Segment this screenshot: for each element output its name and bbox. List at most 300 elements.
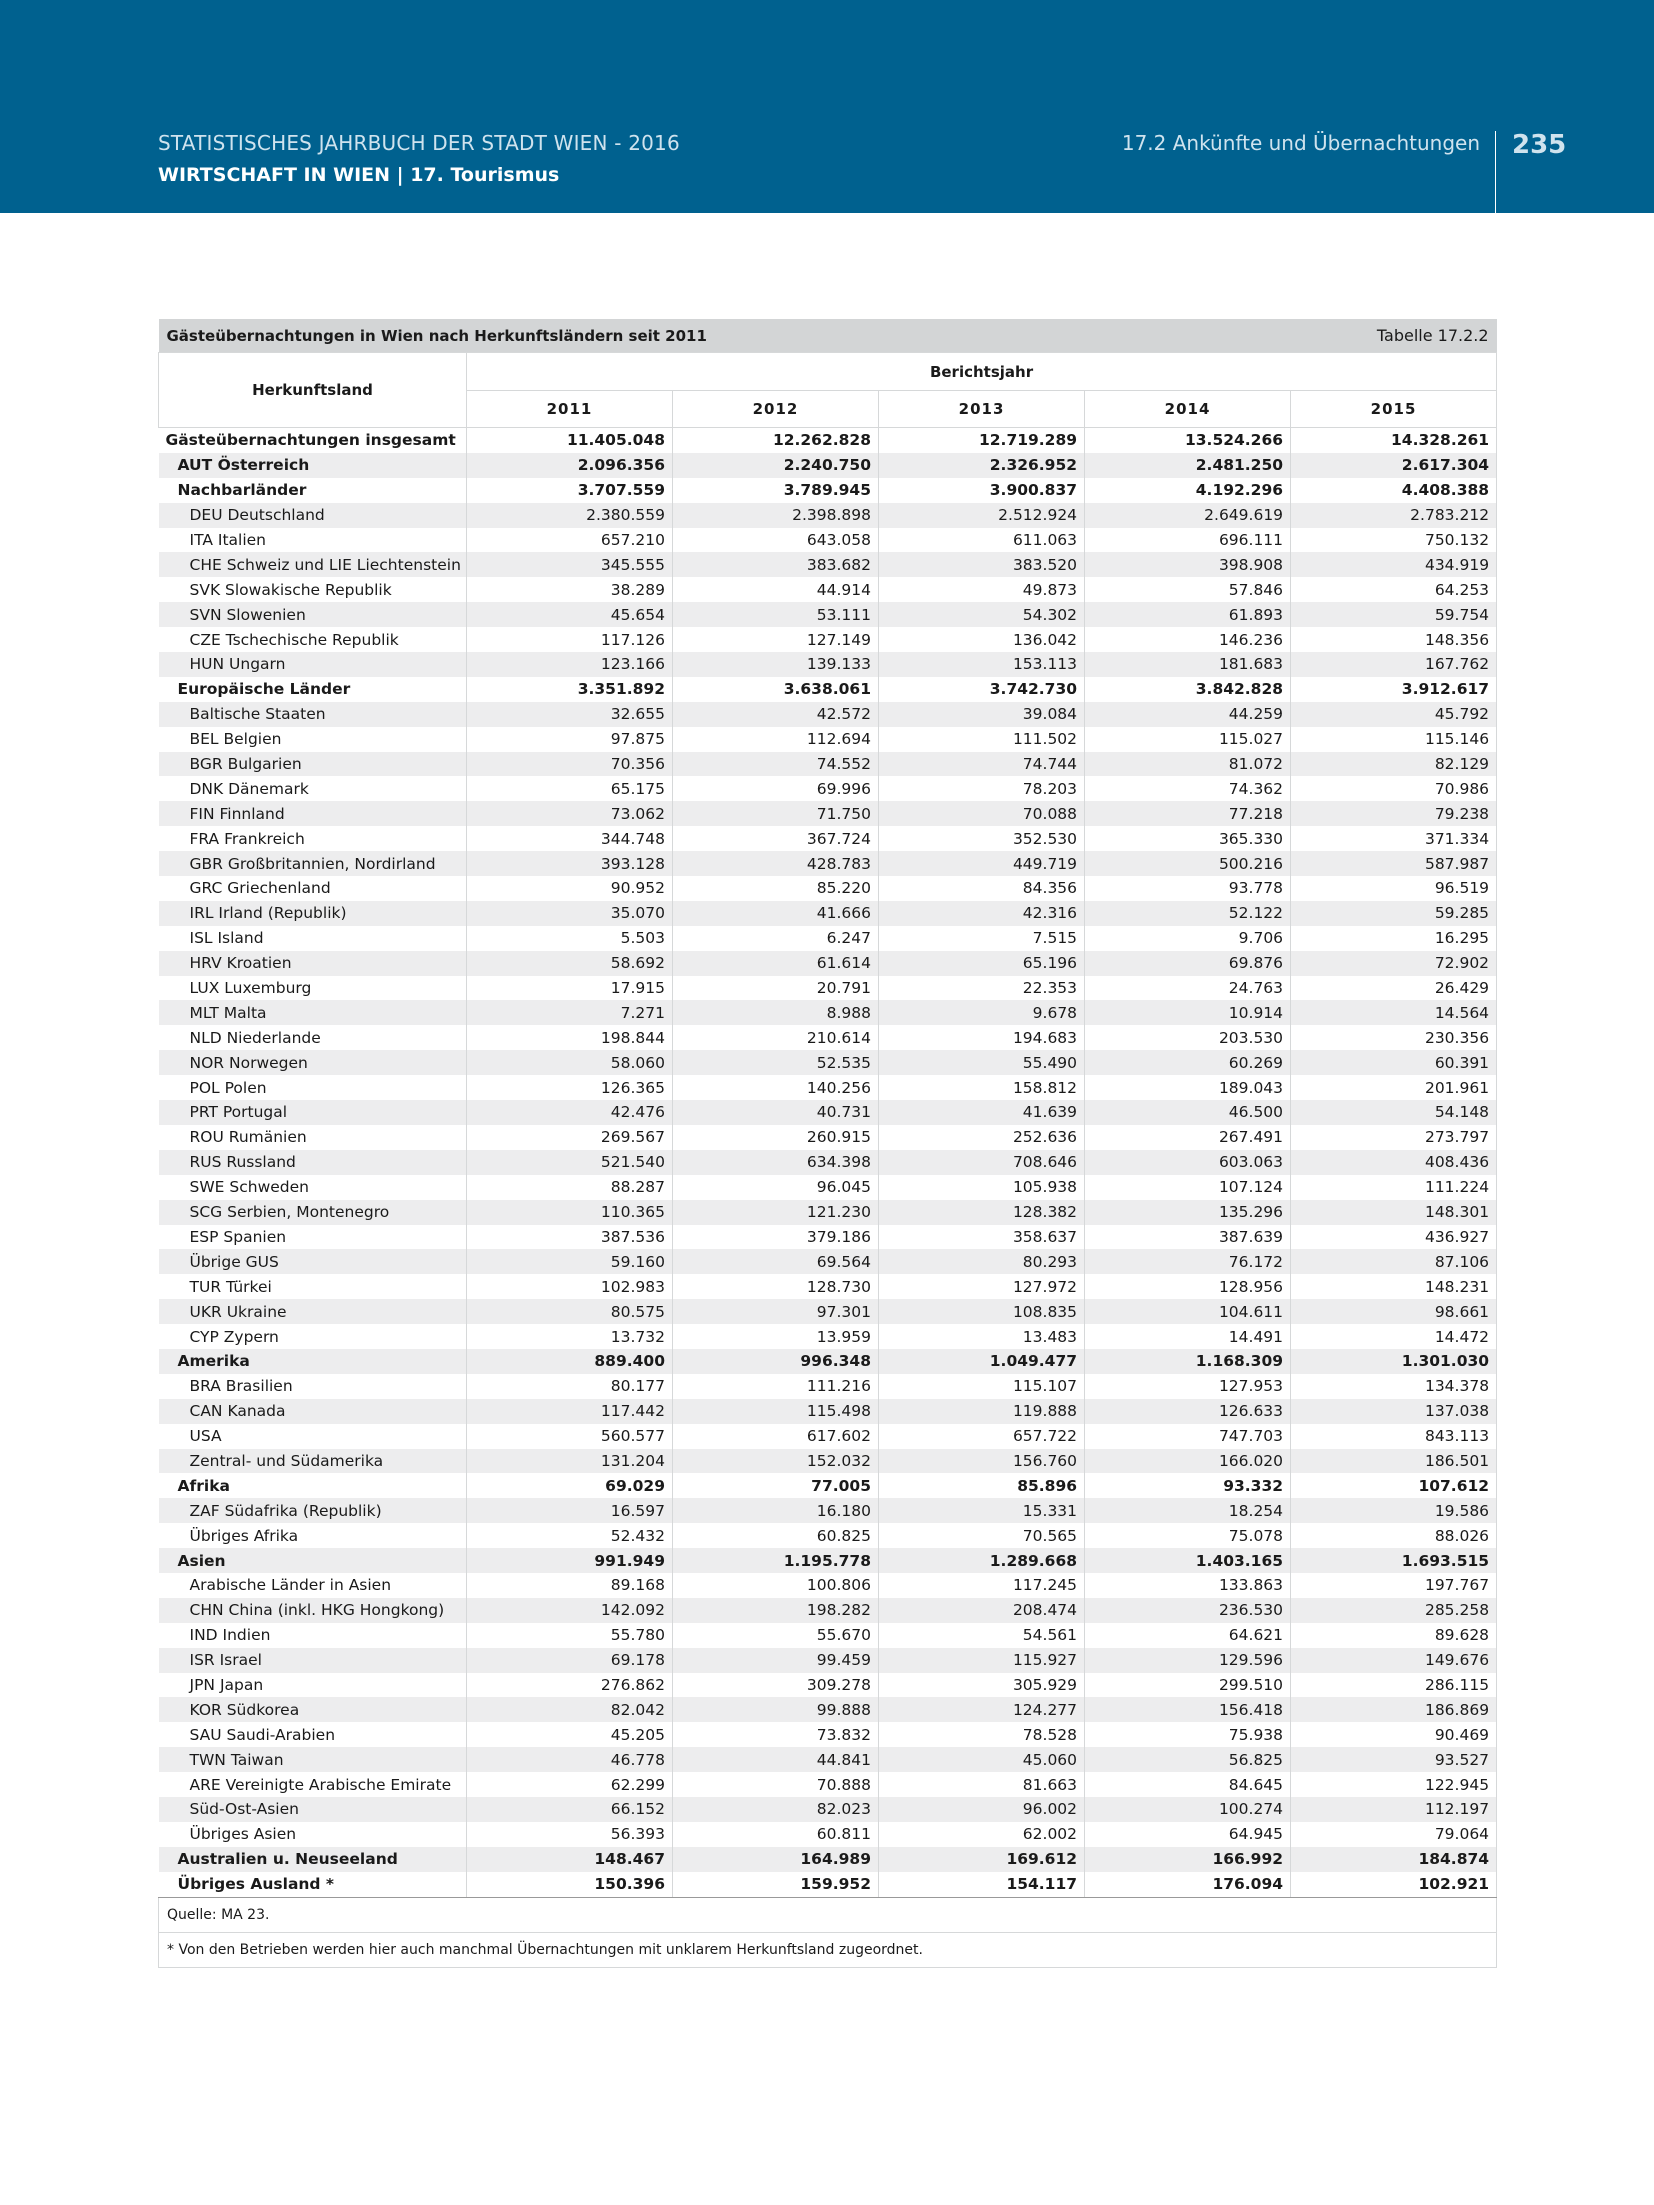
value-cell: 111.502 — [879, 727, 1085, 752]
data-table-container — [158, 319, 1496, 1968]
value-cell: 42.316 — [879, 901, 1085, 926]
value-cell: 1.693.515 — [1291, 1548, 1497, 1573]
value-cell: 57.846 — [1085, 577, 1291, 602]
table-row — [159, 801, 1497, 826]
value-cell: 134.378 — [1291, 1374, 1497, 1399]
value-cell: 166.992 — [1085, 1847, 1291, 1872]
value-cell: 408.436 — [1291, 1150, 1497, 1175]
value-cell: 74.744 — [879, 752, 1085, 777]
value-cell: 181.683 — [1085, 652, 1291, 677]
value-cell: 111.224 — [1291, 1175, 1497, 1200]
value-cell: 156.418 — [1085, 1697, 1291, 1722]
table-row — [159, 627, 1497, 652]
table-row — [159, 901, 1497, 926]
value-cell: 117.126 — [467, 627, 673, 652]
table-reference: Tabelle 17.2.2 — [1085, 319, 1497, 353]
value-cell: 153.113 — [879, 652, 1085, 677]
value-cell: 108.835 — [879, 1299, 1085, 1324]
value-cell: 79.238 — [1291, 801, 1497, 826]
value-cell: 42.572 — [673, 702, 879, 727]
value-cell: 230.356 — [1291, 1025, 1497, 1050]
value-cell: 70.356 — [467, 752, 673, 777]
value-cell: 158.812 — [879, 1075, 1085, 1100]
value-cell: 126.633 — [1085, 1399, 1291, 1424]
value-cell: 521.540 — [467, 1150, 673, 1175]
value-cell: 70.986 — [1291, 776, 1497, 801]
value-cell: 56.825 — [1085, 1747, 1291, 1772]
value-cell: 2.326.952 — [879, 453, 1085, 478]
value-cell: 64.945 — [1085, 1822, 1291, 1847]
value-cell: 122.945 — [1291, 1772, 1497, 1797]
value-cell: 996.348 — [673, 1349, 879, 1374]
table-row — [159, 453, 1497, 478]
value-cell: 2.649.619 — [1085, 503, 1291, 528]
value-cell: 198.282 — [673, 1598, 879, 1623]
column-header-year: 2015 — [1291, 391, 1497, 428]
value-cell: 42.476 — [467, 1100, 673, 1125]
chapter-title: WIRTSCHAFT IN WIEN | 17. Tourismus — [158, 164, 560, 186]
value-cell: 208.474 — [879, 1598, 1085, 1623]
value-cell: 46.500 — [1085, 1100, 1291, 1125]
value-cell: 38.289 — [467, 577, 673, 602]
table-row — [159, 776, 1497, 801]
value-cell: 54.561 — [879, 1623, 1085, 1648]
table-row — [159, 1025, 1497, 1050]
column-header-year: 2011 — [467, 391, 673, 428]
table-title-row — [159, 319, 1497, 353]
row-label: MLT Malta — [159, 1000, 467, 1025]
value-cell: 75.078 — [1085, 1523, 1291, 1548]
value-cell: 82.042 — [467, 1697, 673, 1722]
value-cell: 102.983 — [467, 1274, 673, 1299]
value-cell: 197.767 — [1291, 1573, 1497, 1598]
table-row — [159, 1200, 1497, 1225]
table-row — [159, 1523, 1497, 1548]
value-cell: 96.045 — [673, 1175, 879, 1200]
value-cell: 70.088 — [879, 801, 1085, 826]
table-row — [159, 752, 1497, 777]
value-cell: 69.996 — [673, 776, 879, 801]
value-cell: 117.245 — [879, 1573, 1085, 1598]
row-label: IND Indien — [159, 1623, 467, 1648]
table-row — [159, 1772, 1497, 1797]
row-label: Asien — [159, 1548, 467, 1573]
table-row — [159, 1050, 1497, 1075]
value-cell: 81.072 — [1085, 752, 1291, 777]
value-cell: 128.730 — [673, 1274, 879, 1299]
row-label: USA — [159, 1424, 467, 1449]
table-row — [159, 1449, 1497, 1474]
value-cell: 90.469 — [1291, 1722, 1497, 1747]
value-cell: 7.271 — [467, 1000, 673, 1025]
value-cell: 276.862 — [467, 1673, 673, 1698]
row-label: BRA Brasilien — [159, 1374, 467, 1399]
table-body — [159, 428, 1497, 1898]
value-cell: 80.293 — [879, 1249, 1085, 1274]
value-cell: 3.912.617 — [1291, 677, 1497, 702]
value-cell: 2.512.924 — [879, 503, 1085, 528]
row-label: Gästeübernachtungen insgesamt — [159, 428, 467, 453]
value-cell: 127.953 — [1085, 1374, 1291, 1399]
table-row — [159, 1847, 1497, 1872]
value-cell: 252.636 — [879, 1125, 1085, 1150]
value-cell: 137.038 — [1291, 1399, 1497, 1424]
table-row — [159, 1424, 1497, 1449]
row-label: CYP Zypern — [159, 1324, 467, 1349]
table-row — [159, 1872, 1497, 1897]
value-cell: 54.302 — [879, 602, 1085, 627]
value-cell: 236.530 — [1085, 1598, 1291, 1623]
row-label: POL Polen — [159, 1075, 467, 1100]
table-row — [159, 1822, 1497, 1847]
value-cell: 84.645 — [1085, 1772, 1291, 1797]
value-cell: 149.676 — [1291, 1648, 1497, 1673]
row-label: GBR Großbritannien, Nordirland — [159, 851, 467, 876]
value-cell: 121.230 — [673, 1200, 879, 1225]
value-cell: 75.938 — [1085, 1722, 1291, 1747]
value-cell: 97.875 — [467, 727, 673, 752]
value-cell: 166.020 — [1085, 1449, 1291, 1474]
value-cell: 107.612 — [1291, 1473, 1497, 1498]
value-cell: 201.961 — [1291, 1075, 1497, 1100]
value-cell: 26.429 — [1291, 976, 1497, 1001]
table-row — [159, 976, 1497, 1001]
column-header-year: 2014 — [1085, 391, 1291, 428]
value-cell: 194.683 — [879, 1025, 1085, 1050]
value-cell: 16.597 — [467, 1498, 673, 1523]
value-cell: 139.133 — [673, 652, 879, 677]
value-cell: 186.501 — [1291, 1449, 1497, 1474]
value-cell: 60.825 — [673, 1523, 879, 1548]
value-cell: 2.617.304 — [1291, 453, 1497, 478]
value-cell: 46.778 — [467, 1747, 673, 1772]
value-cell: 358.637 — [879, 1225, 1085, 1250]
column-header-herkunftsland: Herkunftsland — [159, 353, 467, 428]
value-cell: 84.356 — [879, 876, 1085, 901]
value-cell: 184.874 — [1291, 1847, 1497, 1872]
value-cell: 299.510 — [1085, 1673, 1291, 1698]
page-number: 235 — [1512, 130, 1567, 160]
value-cell: 107.124 — [1085, 1175, 1291, 1200]
value-cell: 345.555 — [467, 552, 673, 577]
row-label: Europäische Länder — [159, 677, 467, 702]
value-cell: 210.614 — [673, 1025, 879, 1050]
value-cell: 69.564 — [673, 1249, 879, 1274]
value-cell: 371.334 — [1291, 826, 1497, 851]
value-cell: 49.873 — [879, 577, 1085, 602]
value-cell: 12.262.828 — [673, 428, 879, 453]
value-cell: 35.070 — [467, 901, 673, 926]
table-row — [159, 1075, 1497, 1100]
value-cell: 393.128 — [467, 851, 673, 876]
row-label: FRA Frankreich — [159, 826, 467, 851]
value-cell: 436.927 — [1291, 1225, 1497, 1250]
value-cell: 89.628 — [1291, 1623, 1497, 1648]
table-row — [159, 702, 1497, 727]
row-label: KOR Südkorea — [159, 1697, 467, 1722]
value-cell: 111.216 — [673, 1374, 879, 1399]
value-cell: 52.535 — [673, 1050, 879, 1075]
value-cell: 13.959 — [673, 1324, 879, 1349]
value-cell: 10.914 — [1085, 1000, 1291, 1025]
row-label: ARE Vereinigte Arabische Emirate — [159, 1772, 467, 1797]
value-cell: 2.240.750 — [673, 453, 879, 478]
value-cell: 159.952 — [673, 1872, 879, 1897]
row-label: ROU Rumänien — [159, 1125, 467, 1150]
row-label: CHN China (inkl. HKG Hongkong) — [159, 1598, 467, 1623]
value-cell: 428.783 — [673, 851, 879, 876]
value-cell: 115.146 — [1291, 727, 1497, 752]
value-cell: 603.063 — [1085, 1150, 1291, 1175]
row-label: IRL Irland (Republik) — [159, 901, 467, 926]
value-cell: 73.062 — [467, 801, 673, 826]
row-label: Übriges Asien — [159, 1822, 467, 1847]
value-cell: 115.107 — [879, 1374, 1085, 1399]
value-cell: 59.285 — [1291, 901, 1497, 926]
value-cell: 148.467 — [467, 1847, 673, 1872]
value-cell: 6.247 — [673, 926, 879, 951]
table-row — [159, 528, 1497, 553]
value-cell: 365.330 — [1085, 826, 1291, 851]
value-cell: 352.530 — [879, 826, 1085, 851]
table-row — [159, 826, 1497, 851]
row-label: DEU Deutschland — [159, 503, 467, 528]
value-cell: 3.789.945 — [673, 478, 879, 503]
value-cell: 115.927 — [879, 1648, 1085, 1673]
yearbook-title: STATISTISCHES JAHRBUCH DER STADT WIEN - 2016 — [158, 131, 680, 155]
row-label: Arabische Länder in Asien — [159, 1573, 467, 1598]
value-cell: 44.841 — [673, 1747, 879, 1772]
row-label: SVN Slowenien — [159, 602, 467, 627]
value-cell: 449.719 — [879, 851, 1085, 876]
table-row — [159, 1797, 1497, 1822]
value-cell: 708.646 — [879, 1150, 1085, 1175]
value-cell: 1.403.165 — [1085, 1548, 1291, 1573]
value-cell: 58.692 — [467, 951, 673, 976]
value-cell: 80.575 — [467, 1299, 673, 1324]
value-cell: 70.888 — [673, 1772, 879, 1797]
header-divider — [1495, 131, 1496, 213]
row-label: GRC Griechenland — [159, 876, 467, 901]
value-cell: 285.258 — [1291, 1598, 1497, 1623]
value-cell: 85.220 — [673, 876, 879, 901]
table-row — [159, 1274, 1497, 1299]
value-cell: 88.026 — [1291, 1523, 1497, 1548]
value-cell: 13.524.266 — [1085, 428, 1291, 453]
value-cell: 66.152 — [467, 1797, 673, 1822]
value-cell: 24.763 — [1085, 976, 1291, 1001]
value-cell: 76.172 — [1085, 1249, 1291, 1274]
column-header-year: 2013 — [879, 391, 1085, 428]
value-cell: 2.398.898 — [673, 503, 879, 528]
value-cell: 52.122 — [1085, 901, 1291, 926]
value-cell: 3.638.061 — [673, 677, 879, 702]
value-cell: 32.655 — [467, 702, 673, 727]
value-cell: 15.331 — [879, 1498, 1085, 1523]
value-cell: 617.602 — [673, 1424, 879, 1449]
value-cell: 100.274 — [1085, 1797, 1291, 1822]
value-cell: 45.060 — [879, 1747, 1085, 1772]
value-cell: 99.459 — [673, 1648, 879, 1673]
value-cell: 93.332 — [1085, 1473, 1291, 1498]
value-cell: 167.762 — [1291, 652, 1497, 677]
row-label: Afrika — [159, 1473, 467, 1498]
table-row — [159, 1249, 1497, 1274]
value-cell: 60.269 — [1085, 1050, 1291, 1075]
row-label: Übrige GUS — [159, 1249, 467, 1274]
value-cell: 96.519 — [1291, 876, 1497, 901]
value-cell: 4.192.296 — [1085, 478, 1291, 503]
value-cell: 62.299 — [467, 1772, 673, 1797]
table-row — [159, 1000, 1497, 1025]
value-cell: 750.132 — [1291, 528, 1497, 553]
value-cell: 186.869 — [1291, 1697, 1497, 1722]
value-cell: 55.490 — [879, 1050, 1085, 1075]
table-row — [159, 1673, 1497, 1698]
table-row — [159, 1697, 1497, 1722]
row-label: Übriges Afrika — [159, 1523, 467, 1548]
value-cell: 367.724 — [673, 826, 879, 851]
value-cell: 87.106 — [1291, 1249, 1497, 1274]
value-cell: 41.639 — [879, 1100, 1085, 1125]
value-cell: 1.049.477 — [879, 1349, 1085, 1374]
row-label: CZE Tschechische Republik — [159, 627, 467, 652]
table-row — [159, 552, 1497, 577]
value-cell: 150.396 — [467, 1872, 673, 1897]
value-cell: 18.254 — [1085, 1498, 1291, 1523]
value-cell: 13.483 — [879, 1324, 1085, 1349]
value-cell: 843.113 — [1291, 1424, 1497, 1449]
value-cell: 98.661 — [1291, 1299, 1497, 1324]
table-row — [159, 1548, 1497, 1573]
value-cell: 140.256 — [673, 1075, 879, 1100]
table-row — [159, 1747, 1497, 1772]
value-cell: 696.111 — [1085, 528, 1291, 553]
value-cell: 189.043 — [1085, 1075, 1291, 1100]
value-cell: 53.111 — [673, 602, 879, 627]
value-cell: 260.915 — [673, 1125, 879, 1150]
value-cell: 44.259 — [1085, 702, 1291, 727]
value-cell: 40.731 — [673, 1100, 879, 1125]
section-title: 17.2 Ankünfte und Übernachtungen — [1121, 131, 1480, 155]
value-cell: 383.682 — [673, 552, 879, 577]
row-label: HRV Kroatien — [159, 951, 467, 976]
value-cell: 3.742.730 — [879, 677, 1085, 702]
value-cell: 379.186 — [673, 1225, 879, 1250]
value-cell: 136.042 — [879, 627, 1085, 652]
value-cell: 14.328.261 — [1291, 428, 1497, 453]
value-cell: 96.002 — [879, 1797, 1085, 1822]
value-cell: 286.115 — [1291, 1673, 1497, 1698]
value-cell: 61.893 — [1085, 602, 1291, 627]
value-cell: 889.400 — [467, 1349, 673, 1374]
table-row — [159, 1623, 1497, 1648]
value-cell: 58.060 — [467, 1050, 673, 1075]
footnote-row — [159, 1932, 1497, 1967]
source-row — [159, 1897, 1497, 1932]
value-cell: 127.972 — [879, 1274, 1085, 1299]
value-cell: 135.296 — [1085, 1200, 1291, 1225]
value-cell: 133.863 — [1085, 1573, 1291, 1598]
value-cell: 45.792 — [1291, 702, 1497, 727]
value-cell: 99.888 — [673, 1697, 879, 1722]
value-cell: 3.351.892 — [467, 677, 673, 702]
value-cell: 78.528 — [879, 1722, 1085, 1747]
value-cell: 146.236 — [1085, 627, 1291, 652]
value-cell: 269.567 — [467, 1125, 673, 1150]
value-cell: 17.915 — [467, 976, 673, 1001]
value-cell: 79.064 — [1291, 1822, 1497, 1847]
table-row — [159, 727, 1497, 752]
value-cell: 129.596 — [1085, 1648, 1291, 1673]
row-label: LUX Luxemburg — [159, 976, 467, 1001]
value-cell: 115.027 — [1085, 727, 1291, 752]
value-cell: 9.678 — [879, 1000, 1085, 1025]
value-cell: 148.356 — [1291, 627, 1497, 652]
row-label: SAU Saudi-Arabien — [159, 1722, 467, 1747]
table-row — [159, 1349, 1497, 1374]
value-cell: 45.654 — [467, 602, 673, 627]
value-cell: 55.670 — [673, 1623, 879, 1648]
row-label: TUR Türkei — [159, 1274, 467, 1299]
value-cell: 2.096.356 — [467, 453, 673, 478]
value-cell: 2.380.559 — [467, 503, 673, 528]
value-cell: 124.277 — [879, 1697, 1085, 1722]
table-row — [159, 876, 1497, 901]
row-label: NLD Niederlande — [159, 1025, 467, 1050]
value-cell: 1.195.778 — [673, 1548, 879, 1573]
row-label: TWN Taiwan — [159, 1747, 467, 1772]
value-cell: 80.177 — [467, 1374, 673, 1399]
value-cell: 128.382 — [879, 1200, 1085, 1225]
value-cell: 344.748 — [467, 826, 673, 851]
value-cell: 64.621 — [1085, 1623, 1291, 1648]
value-cell: 309.278 — [673, 1673, 879, 1698]
value-cell: 127.149 — [673, 627, 879, 652]
value-cell: 54.148 — [1291, 1100, 1497, 1125]
value-cell: 16.295 — [1291, 926, 1497, 951]
value-cell: 3.900.837 — [879, 478, 1085, 503]
value-cell: 45.205 — [467, 1722, 673, 1747]
value-cell: 164.989 — [673, 1847, 879, 1872]
value-cell: 2.481.250 — [1085, 453, 1291, 478]
table-row — [159, 503, 1497, 528]
value-cell: 115.498 — [673, 1399, 879, 1424]
row-label: SVK Slowakische Republik — [159, 577, 467, 602]
row-label: DNK Dänemark — [159, 776, 467, 801]
table-row — [159, 602, 1497, 627]
table-row — [159, 478, 1497, 503]
table-row — [159, 652, 1497, 677]
table-row — [159, 428, 1497, 453]
value-cell: 110.365 — [467, 1200, 673, 1225]
value-cell: 8.988 — [673, 1000, 879, 1025]
value-cell: 69.876 — [1085, 951, 1291, 976]
value-cell: 82.129 — [1291, 752, 1497, 777]
value-cell: 7.515 — [879, 926, 1085, 951]
value-cell: 156.760 — [879, 1449, 1085, 1474]
value-cell: 203.530 — [1085, 1025, 1291, 1050]
table-row — [159, 1598, 1497, 1623]
value-cell: 12.719.289 — [879, 428, 1085, 453]
value-cell: 89.168 — [467, 1573, 673, 1598]
value-cell: 65.196 — [879, 951, 1085, 976]
value-cell: 123.166 — [467, 652, 673, 677]
value-cell: 20.791 — [673, 976, 879, 1001]
row-label: Nachbarländer — [159, 478, 467, 503]
table-row — [159, 1722, 1497, 1747]
value-cell: 59.754 — [1291, 602, 1497, 627]
